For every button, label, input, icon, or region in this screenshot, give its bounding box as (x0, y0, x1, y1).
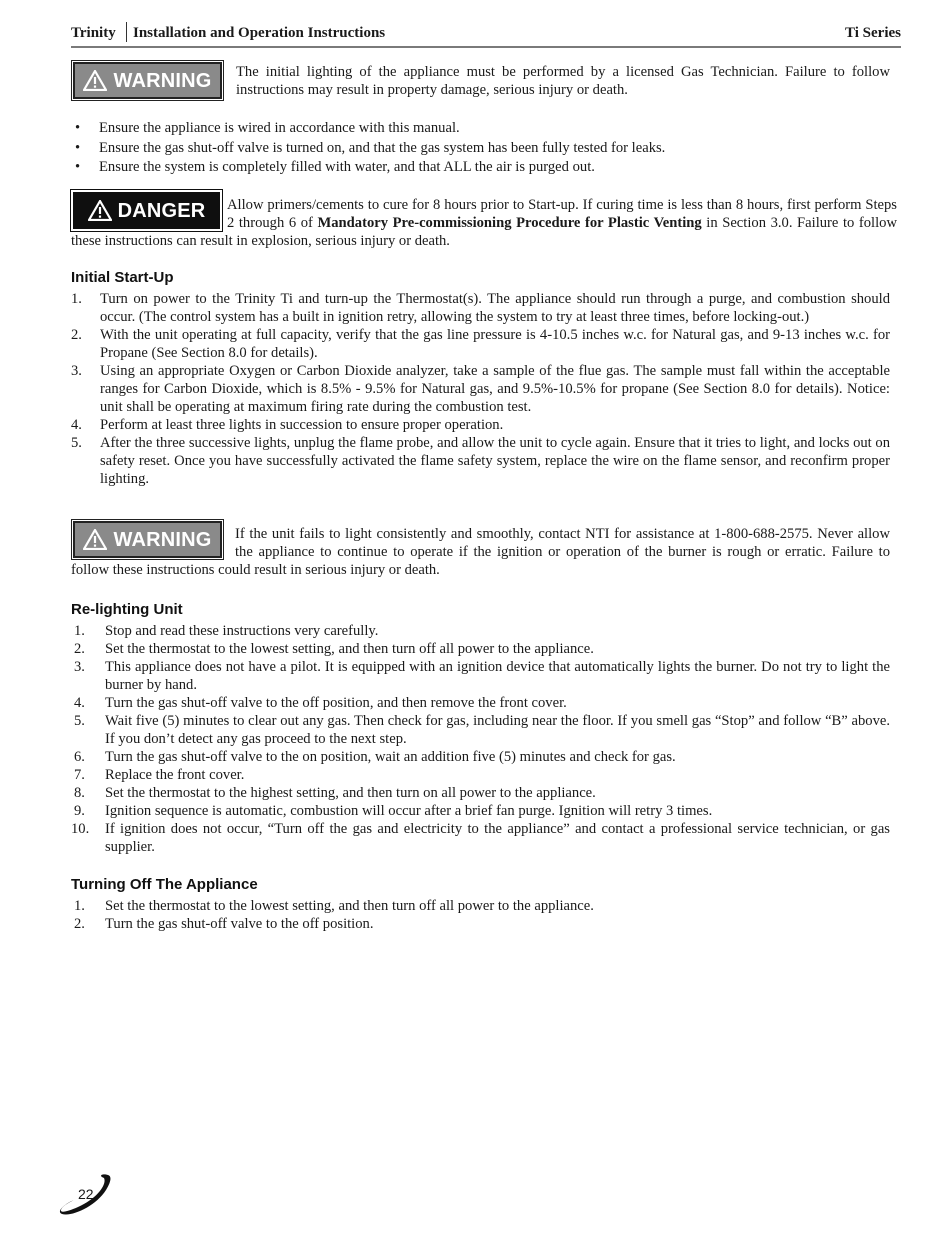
warning-badge-label: WARNING (113, 528, 212, 551)
step-text: Turn the gas shut-off valve to the off position, and then remove the front cover. (105, 695, 567, 711)
danger-badge-label: DANGER (117, 199, 206, 222)
danger-text-part1: Allow primers/cements to cure for 8 hours prior to Start-up. If curing time is less than 8 hours, first perform Steps 2 through 6 of (227, 197, 897, 231)
step-number: 2. (74, 641, 85, 657)
list-item (74, 694, 890, 712)
danger-text-part2: in Section 3.0. Failure to follow these instructions can result in explosion, serious injury or death. (71, 215, 898, 249)
step-text: After the three successive lights, unplug the flame probe, and allow the unit to cycle again. Ensure that it tries to light, and locks out on safety reset. Once you have successfully activated the flame safety system, replace the wire on the flame sensor, and reconfirm proper lighting. (100, 435, 890, 487)
warning-text-1: The initial lighting of the appliance must be performed by a licensed Gas Technician. Failure to follow instructions may result in property damage, serious injury or death. (236, 64, 890, 98)
step-text: Wait five (5) minutes to clear out any gas. Then check for gas, including near the floor. If you smell gas “Stop” and follow “B” above. If you don’t detect any gas proceed to the next step. (105, 713, 890, 747)
list-item (74, 748, 890, 766)
warning-badge-1 (73, 62, 222, 99)
step-number: 2. (74, 916, 85, 932)
step-text: Perform at least three lights in succession to ensure proper operation. (100, 417, 504, 433)
step-number: 4. (71, 417, 82, 433)
warning-badge-label: WARNING (113, 69, 212, 92)
badge-spacer (71, 196, 227, 230)
step-text: Stop and read these instructions very carefully. (105, 623, 379, 639)
list-item (74, 658, 890, 694)
turning-off-steps (74, 897, 890, 933)
warning-triangle-icon (83, 70, 107, 91)
section-heading-relighting: Re-lighting Unit (71, 601, 183, 618)
warning-text-2-body: If the unit fails to light consistently and smoothly, contact NTI for assistance at 1-800-688-2575. Never allow the appliance to continue to operate if the ignition or operation of the burner is rough or erratic. Failure to follow these instructions could result in serious injury or death. (71, 526, 890, 578)
step-number: 3. (74, 659, 85, 675)
step-number: 1. (74, 623, 85, 639)
page-header (71, 22, 901, 48)
step-text: Replace the front cover. (105, 767, 245, 783)
step-text: Set the thermostat to the highest setting, and then turn on all power to the appliance. (105, 785, 596, 801)
step-text: Set the thermostat to the lowest setting, and then turn off all power to the appliance. (105, 641, 594, 657)
step-number: 4. (74, 695, 85, 711)
list-item (71, 158, 891, 178)
step-number: 6. (74, 749, 85, 765)
list-item (74, 766, 890, 784)
list-item (74, 802, 890, 820)
step-text: Using an appropriate Oxygen or Carbon Dioxide analyzer, take a sample of the flue gas. The sample must fall within the acceptable ranges for Carbon Dioxide, which is 8.5% - 9.5% for Natural gas, and 9.5%-10.5% for propane (See Section 8.0 for details). Notice: unit shall be operating at maximum firing rate during the combustion test. (100, 363, 890, 415)
section-heading-initial-startup: Initial Start-Up (71, 269, 174, 286)
initial-startup-steps (71, 290, 890, 488)
step-text: Ignition sequence is automatic, combustion will occur after a brief fan purge. Ignition will retry 3 times. (105, 803, 713, 819)
step-text: Turn on power to the Trinity Ti and turn-up the Thermostat(s). The appliance should run through a purge, and combustion should occur. (The control system has a built in ignition retry, allowing the system to try at least three times, before locking-out.) (100, 291, 890, 325)
list-item (71, 119, 891, 139)
step-number: 10. (71, 821, 90, 837)
list-item (71, 416, 890, 434)
step-number: 2. (71, 327, 82, 343)
step-number: 1. (71, 291, 82, 307)
list-item (74, 622, 890, 640)
badge-spacer (71, 525, 235, 559)
list-item (71, 326, 890, 362)
list-item (74, 640, 890, 658)
step-text: Turn the gas shut-off valve to the on position, wait an addition five (5) minutes and check for gas. (105, 749, 676, 765)
list-item (71, 820, 890, 856)
step-number: 5. (74, 713, 85, 729)
step-number: 1. (74, 898, 85, 914)
header-document-title: Installation and Operation Instructions (133, 25, 386, 41)
bullet-marker: • (75, 120, 81, 136)
step-text: This appliance does not have a pilot. It is equipped with an ignition device that automatically lights the burner. Do not try to light the burner by hand. (105, 659, 890, 693)
relighting-steps (71, 622, 890, 856)
list-item (74, 897, 890, 915)
list-item (74, 784, 890, 802)
step-text: Set the thermostat to the lowest setting, and then turn off all power to the appliance. (105, 898, 594, 914)
step-number: 7. (74, 767, 85, 783)
list-item (71, 434, 890, 488)
list-item (71, 362, 890, 416)
bullet-marker: • (75, 159, 81, 175)
step-text: With the unit operating at full capacity, verify that the gas line pressure is 4-10.5 inches w.c. for Natural gas, and 9-13 inches w.c. for Propane (See Section 8.0 for details). (100, 327, 890, 361)
list-item-text: Ensure the system is completely filled with water, and that ALL the air is purged out. (99, 159, 595, 175)
list-item (74, 915, 890, 933)
step-text: Turn the gas shut-off valve to the off position. (105, 916, 374, 932)
header-series: Ti Series (845, 25, 901, 41)
list-item (71, 290, 890, 326)
step-number: 9. (74, 803, 85, 819)
list-item-text: Ensure the appliance is wired in accordance with this manual. (99, 120, 460, 136)
step-number: 5. (71, 435, 82, 451)
step-text: If ignition does not occur, “Turn off the gas and electricity to the appliance” and contact a professional service technician, or gas supplier. (105, 821, 890, 855)
danger-text-bold: Mandatory Pre-commissioning Procedure for Plastic Venting (317, 215, 702, 231)
step-number: 3. (71, 363, 82, 379)
prestart-checklist (71, 119, 891, 178)
list-item (74, 712, 890, 748)
danger-text (71, 196, 897, 250)
list-item (71, 139, 891, 159)
page-number: 22 (78, 1186, 94, 1202)
header-divider (126, 22, 127, 42)
section-heading-turning-off: Turning Off The Appliance (71, 876, 258, 893)
header-brand: Trinity (71, 25, 116, 41)
step-number: 8. (74, 785, 85, 801)
bullet-marker: • (75, 139, 81, 156)
list-item-text: Ensure the gas shut-off valve is turned on, and that the gas system has been fully tested for leaks. (99, 139, 666, 156)
warning-text-2 (71, 525, 890, 579)
